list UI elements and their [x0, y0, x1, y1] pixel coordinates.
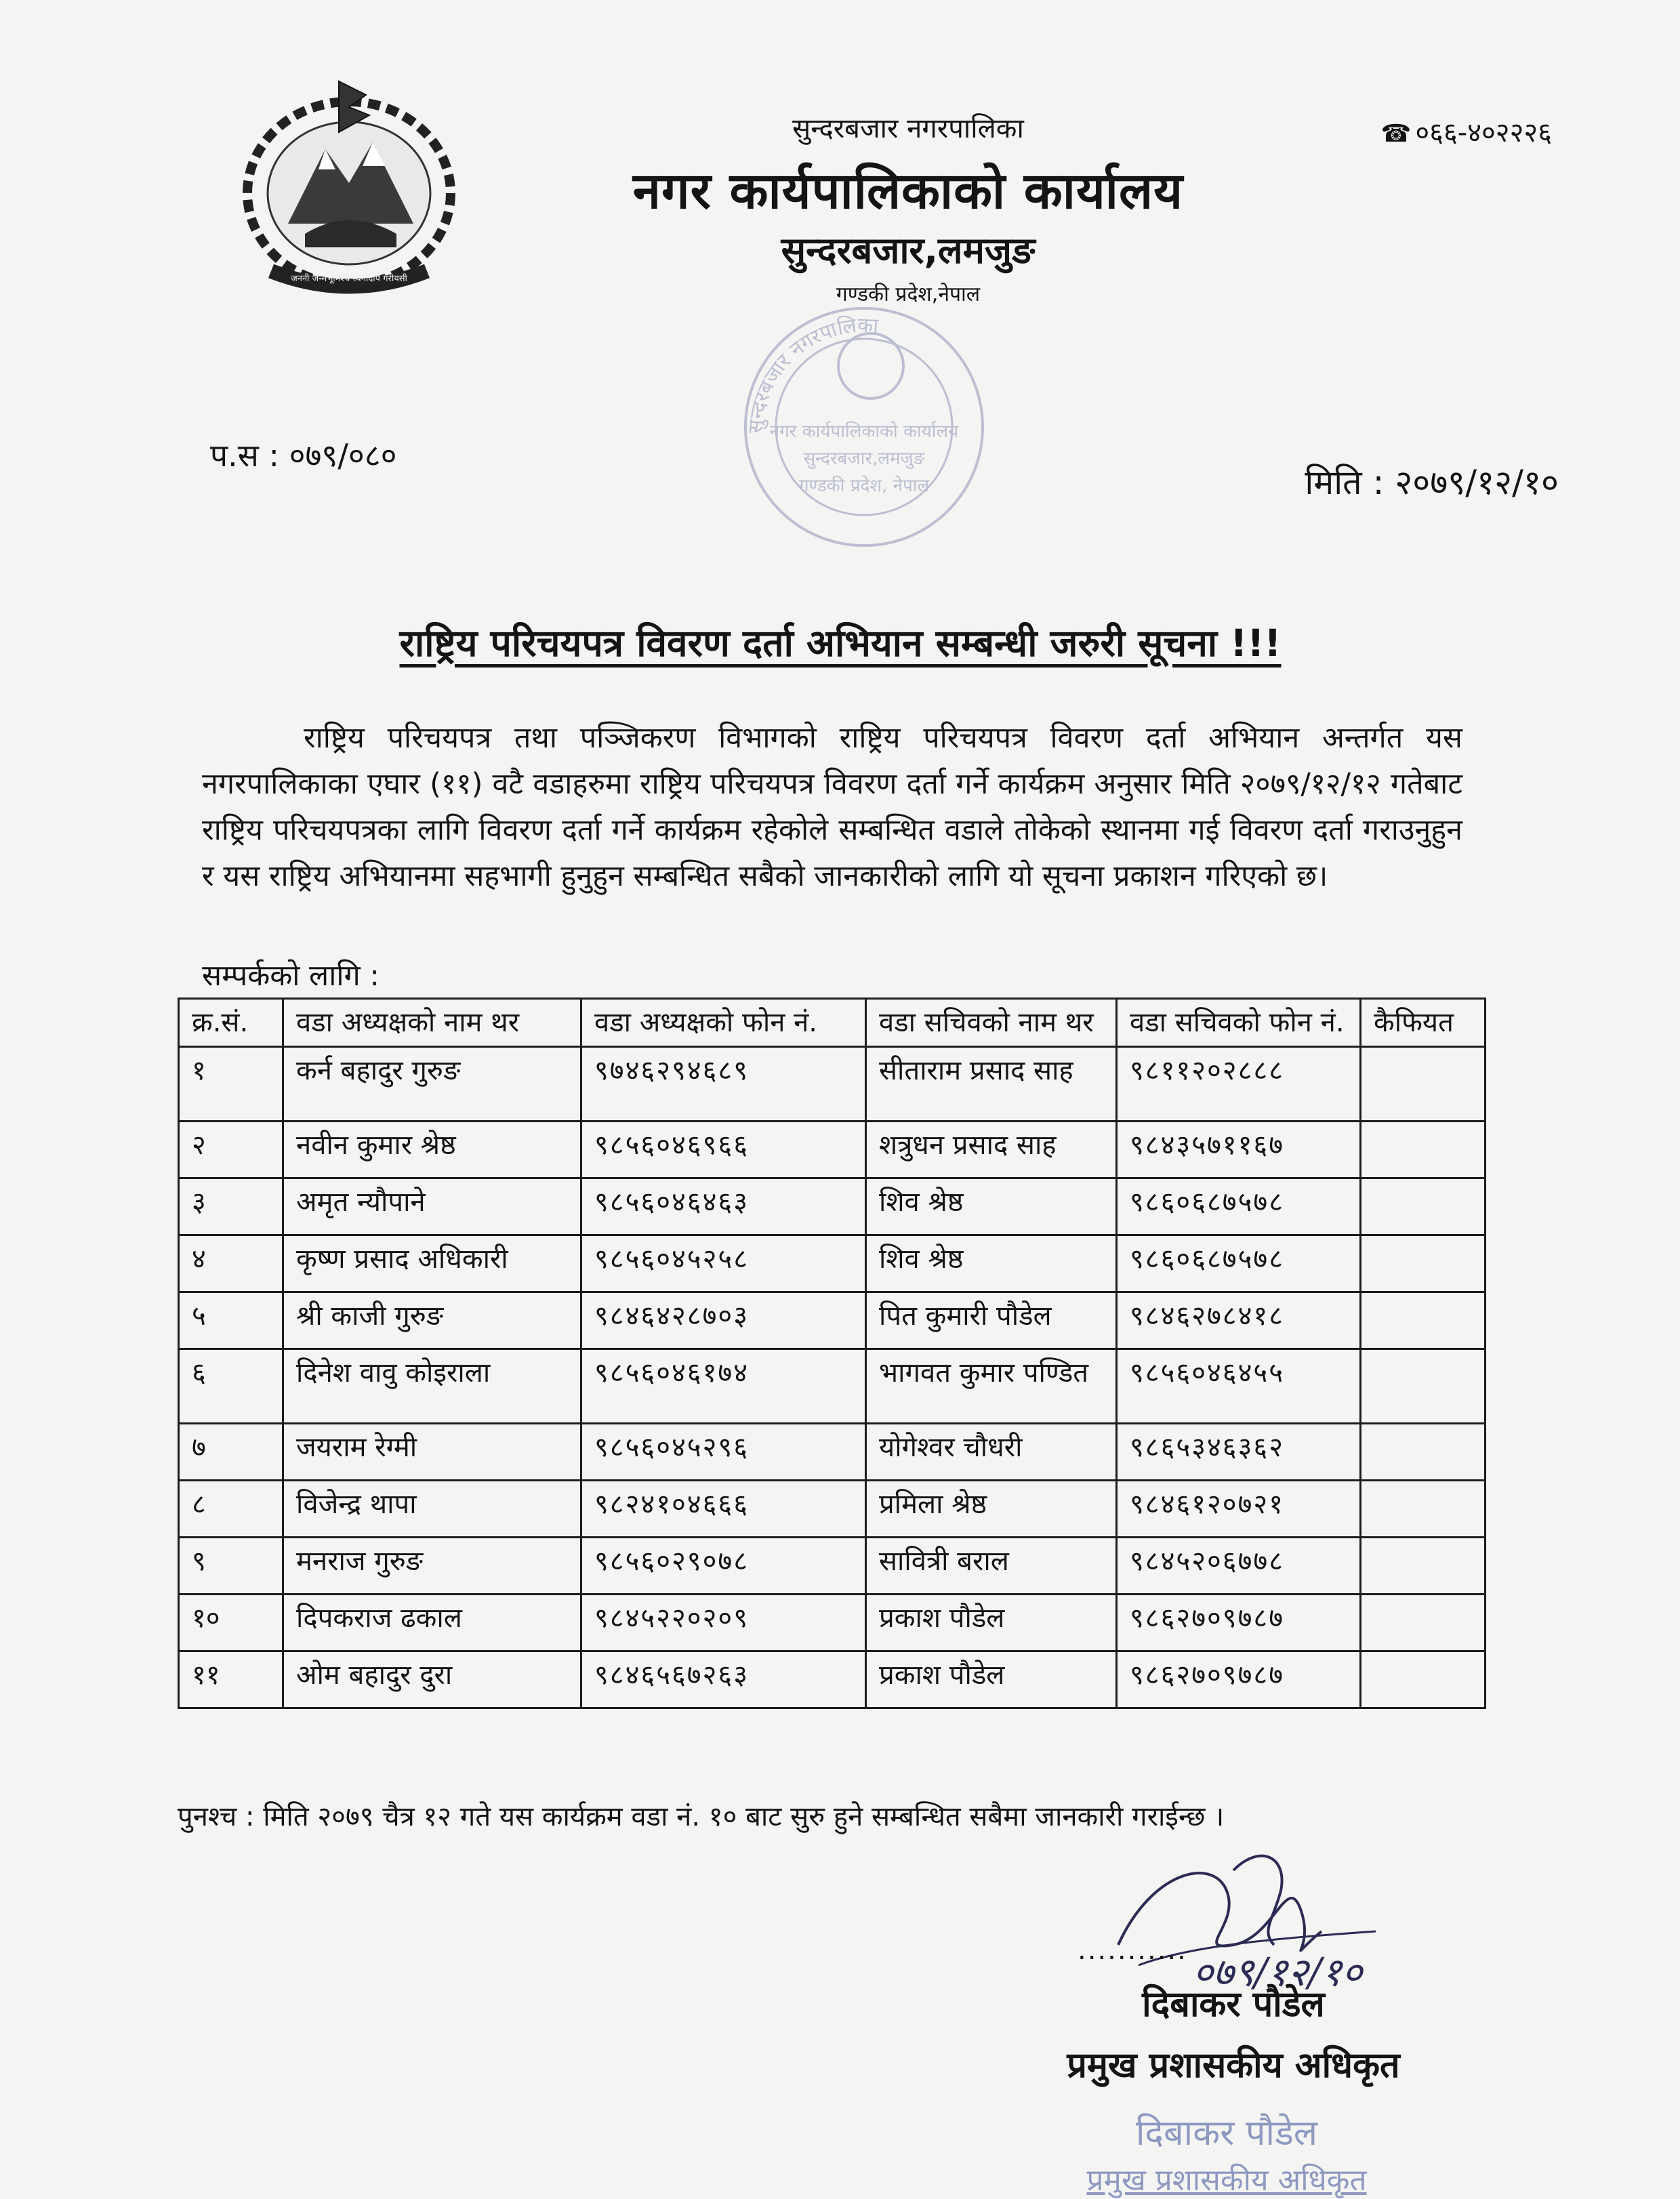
header-remarks: कैफियत	[1361, 999, 1486, 1047]
cell-secretary-phone: ९८६०६८७५७८	[1117, 1235, 1361, 1292]
cell-chair-name: कर्न बहादुर गुरुङ	[283, 1047, 581, 1122]
cell-secretary-name: सीताराम प्रसाद साह	[866, 1047, 1117, 1122]
issue-date: मिति : २०७९/१२/१०	[1305, 463, 1559, 502]
stamp-line2: नगर कार्यपालिकाको कार्यालय	[769, 422, 959, 442]
cell-secretary-phone: ९८६२७०९७८७	[1117, 1595, 1361, 1651]
table-row	[179, 1651, 1486, 1708]
table-row	[179, 1349, 1486, 1424]
cell-chair-name: दिपकराज ढकाल	[283, 1595, 581, 1651]
table-row	[179, 1122, 1486, 1178]
cell-chair-name: दिनेश वावु कोइराला	[283, 1349, 581, 1424]
cell-secretary-phone: ९८५६०४६४५५	[1117, 1349, 1361, 1424]
cell-sn: ५	[179, 1292, 283, 1349]
nepal-emblem-icon	[224, 68, 474, 298]
cell-sn: ७	[179, 1424, 283, 1481]
cell-secretary-name: शिव श्रेष्ठ	[866, 1178, 1117, 1235]
header-secretary-name: वडा सचिवको नाम थर	[866, 999, 1117, 1047]
cell-sn: ३	[179, 1178, 283, 1235]
table-row	[179, 1292, 1486, 1349]
cell-secretary-name: पित कुमारी पौडेल	[866, 1292, 1117, 1349]
cell-secretary-phone: ९८४६२७८४१८	[1117, 1292, 1361, 1349]
cell-secretary-name: प्रमिला श्रेष्ठ	[866, 1481, 1117, 1538]
cell-remarks	[1361, 1178, 1486, 1235]
table-header-row	[179, 999, 1486, 1047]
cell-sn: १०	[179, 1595, 283, 1651]
cell-sn: ६	[179, 1349, 283, 1424]
cell-chair-phone: ९८५६०४६१७४	[581, 1349, 866, 1424]
cell-remarks	[1361, 1047, 1486, 1122]
cell-remarks	[1361, 1235, 1486, 1292]
cell-chair-name: विजेन्द्र थापा	[283, 1481, 581, 1538]
cell-chair-name: श्री काजी गुरुङ	[283, 1292, 581, 1349]
cell-chair-name: अमृत न्यौपाने	[283, 1178, 581, 1235]
cell-secretary-phone: ९८६२७०९७८७	[1117, 1651, 1361, 1708]
title-stamp: प्रमुख प्रशासकीय अधिकृत	[1086, 2163, 1367, 2198]
cell-secretary-phone: ९८११२०२८८८	[1117, 1047, 1361, 1122]
cell-chair-phone: ९८४६५६७२६३	[581, 1651, 866, 1708]
cell-sn: ९	[179, 1538, 283, 1595]
signatory-name: दिबाकर पौडेल	[1142, 1984, 1325, 2025]
cell-secretary-name: शिव श्रेष्ठ	[866, 1235, 1117, 1292]
cell-sn: ८	[179, 1481, 283, 1538]
cell-secretary-name: योगेश्वर चौधरी	[866, 1424, 1117, 1481]
phone-icon: ☎	[1380, 120, 1412, 148]
table-row	[179, 1424, 1486, 1481]
svg-text:सुन्दरबजार नगरपालिका	[744, 314, 880, 434]
cell-secretary-name: शत्रुधन प्रसाद साह	[866, 1122, 1117, 1178]
cell-secretary-name: भागवत कुमार पण्डित	[866, 1349, 1117, 1424]
cell-secretary-name: प्रकाश पौडेल	[866, 1651, 1117, 1708]
cell-sn: २	[179, 1122, 283, 1178]
cell-chair-phone: ९८५६०४५२५८	[581, 1235, 866, 1292]
cell-chair-phone: ९८४५२२०२०९	[581, 1595, 866, 1651]
cell-chair-phone: ९७४६२९४६८९	[581, 1047, 866, 1122]
cell-chair-phone: ९८५६०२९०७८	[581, 1538, 866, 1595]
cell-secretary-phone: ९८४३५७११६७	[1117, 1122, 1361, 1178]
name-stamp: दिबाकर पौडेल	[1135, 2113, 1318, 2154]
header-chair-phone: वडा अध्यक्षको फोन नं.	[581, 999, 866, 1047]
municipality-name: सुन्दरबजार नगरपालिका	[792, 113, 1024, 144]
cell-remarks	[1361, 1424, 1486, 1481]
header-sn: क्र.सं.	[179, 999, 283, 1047]
header-chair-name: वडा अध्यक्षको नाम थर	[283, 999, 581, 1047]
cell-remarks	[1361, 1292, 1486, 1349]
ward-contact-table	[178, 998, 1486, 1709]
stamp-line4: गण्डकी प्रदेश, नेपाल	[798, 476, 930, 496]
phone-value: ०६६-४०२२२६	[1415, 117, 1552, 148]
signature-date: ०७९/१२/१०	[1193, 1949, 1363, 1995]
emblem-motto: जननी जन्मभूमिश्च स्वर्गादपि गरीयसी	[291, 274, 407, 284]
signature-line: ...........	[1078, 1935, 1187, 1966]
cell-chair-name: जयराम रेग्मी	[283, 1424, 581, 1481]
table-row	[179, 1481, 1486, 1538]
cell-remarks	[1361, 1481, 1486, 1538]
cell-remarks	[1361, 1122, 1486, 1178]
cell-remarks	[1361, 1651, 1486, 1708]
reference-number: प.स : ०७९/०८०	[210, 437, 397, 474]
phone-number	[1308, 112, 1552, 150]
cell-sn: १	[179, 1047, 283, 1122]
signatory-title: प्रमुख प्रशासकीय अधिकृत	[1067, 2045, 1400, 2086]
province: गण्डकी प्रदेश,नेपाल	[836, 283, 981, 306]
cell-chair-name: ओम बहादुर दुरा	[283, 1651, 581, 1708]
postscript-note: पुनश्च : मिति २०७९ चैत्र १२ गते यस कार्यक्रम वडा नं. १० बाट सुरु हुने सम्बन्धित सबैमा जानकारी गराईन्छ ।	[178, 1801, 1225, 1832]
office-address: सुन्दरबजार,लमजुङ	[781, 229, 1036, 272]
cell-secretary-phone: ९८६०६८७५७८	[1117, 1178, 1361, 1235]
cell-remarks	[1361, 1349, 1486, 1424]
cell-chair-phone: ९८२४१०४६६६	[581, 1481, 866, 1538]
table-row	[179, 1538, 1486, 1595]
cell-remarks	[1361, 1595, 1486, 1651]
notice-body: राष्ट्रिय परिचयपत्र तथा पञ्जिकरण विभागको राष्ट्रिय परिचयपत्र विवरण दर्ता अभियान अन्तर्गत यस नगरपालिकाका एघार (११) वटै वडाहरुमा राष्ट्रिय परिचयपत्र विवरण दर्ता गर्ने कार्यक्रम अनुसार मिति २०७९/१२/१२ गतेबाट राष्ट्रिय परिचयपत्रका लागि विवरण दर्ता गर्ने कार्यक्रम रहेकोले सम्बन्धित वडाले तोकेको स्थानमा गई विवरण दर्ता गराउनुहुन र यस राष्ट्रिय अभियानमा सहभागी हुनुहुन सम्बन्धित सबैको जानकारीको लागि यो सूचना प्रकाशन गरिएको छ।	[202, 721, 1462, 893]
cell-chair-phone: ९८५६०४६९६६	[581, 1122, 866, 1178]
cell-chair-name: नवीन कुमार श्रेष्ठ	[283, 1122, 581, 1178]
cell-sn: ४	[179, 1235, 283, 1292]
cell-chair-phone: ९८५६०४६४६३	[581, 1178, 866, 1235]
cell-remarks	[1361, 1538, 1486, 1595]
cell-secretary-phone: ९८४५२०६७७८	[1117, 1538, 1361, 1595]
table-row	[179, 1235, 1486, 1292]
office-title: नगर कार्यपालिकाको कार्यालय	[632, 162, 1184, 220]
stamp-line3: सुन्दरबजार,लमजुङ	[803, 449, 925, 469]
cell-secretary-name: प्रकाश पौडेल	[866, 1595, 1117, 1651]
cell-secretary-phone: ९८४६१२०७२१	[1117, 1481, 1361, 1538]
cell-secretary-name: सावित्री बराल	[866, 1538, 1117, 1595]
cell-chair-phone: ९८५६०४५२९६	[581, 1424, 866, 1481]
cell-chair-phone: ९८४६४२८७०३	[581, 1292, 866, 1349]
cell-chair-name: मनराज गुरुङ	[283, 1538, 581, 1595]
contact-label: सम्पर्कको लागि :	[202, 959, 380, 993]
cell-chair-name: कृष्ण प्रसाद अधिकारी	[283, 1235, 581, 1292]
table-row	[179, 1595, 1486, 1651]
office-stamp	[725, 291, 1003, 562]
stamp-text: सुन्दरबजार नगरपालिका	[743, 313, 879, 434]
cell-sn: ११	[179, 1651, 283, 1708]
table-row	[179, 1047, 1486, 1122]
notice-subject: राष्ट्रिय परिचयपत्र विवरण दर्ता अभियान सम्बन्धी जरुरी सूचना !!!	[399, 621, 1282, 665]
header-secretary-phone: वडा सचिवको फोन नं.	[1117, 999, 1361, 1047]
cell-secretary-phone: ९८६५३४६३६२	[1117, 1424, 1361, 1481]
table-row	[179, 1178, 1486, 1235]
